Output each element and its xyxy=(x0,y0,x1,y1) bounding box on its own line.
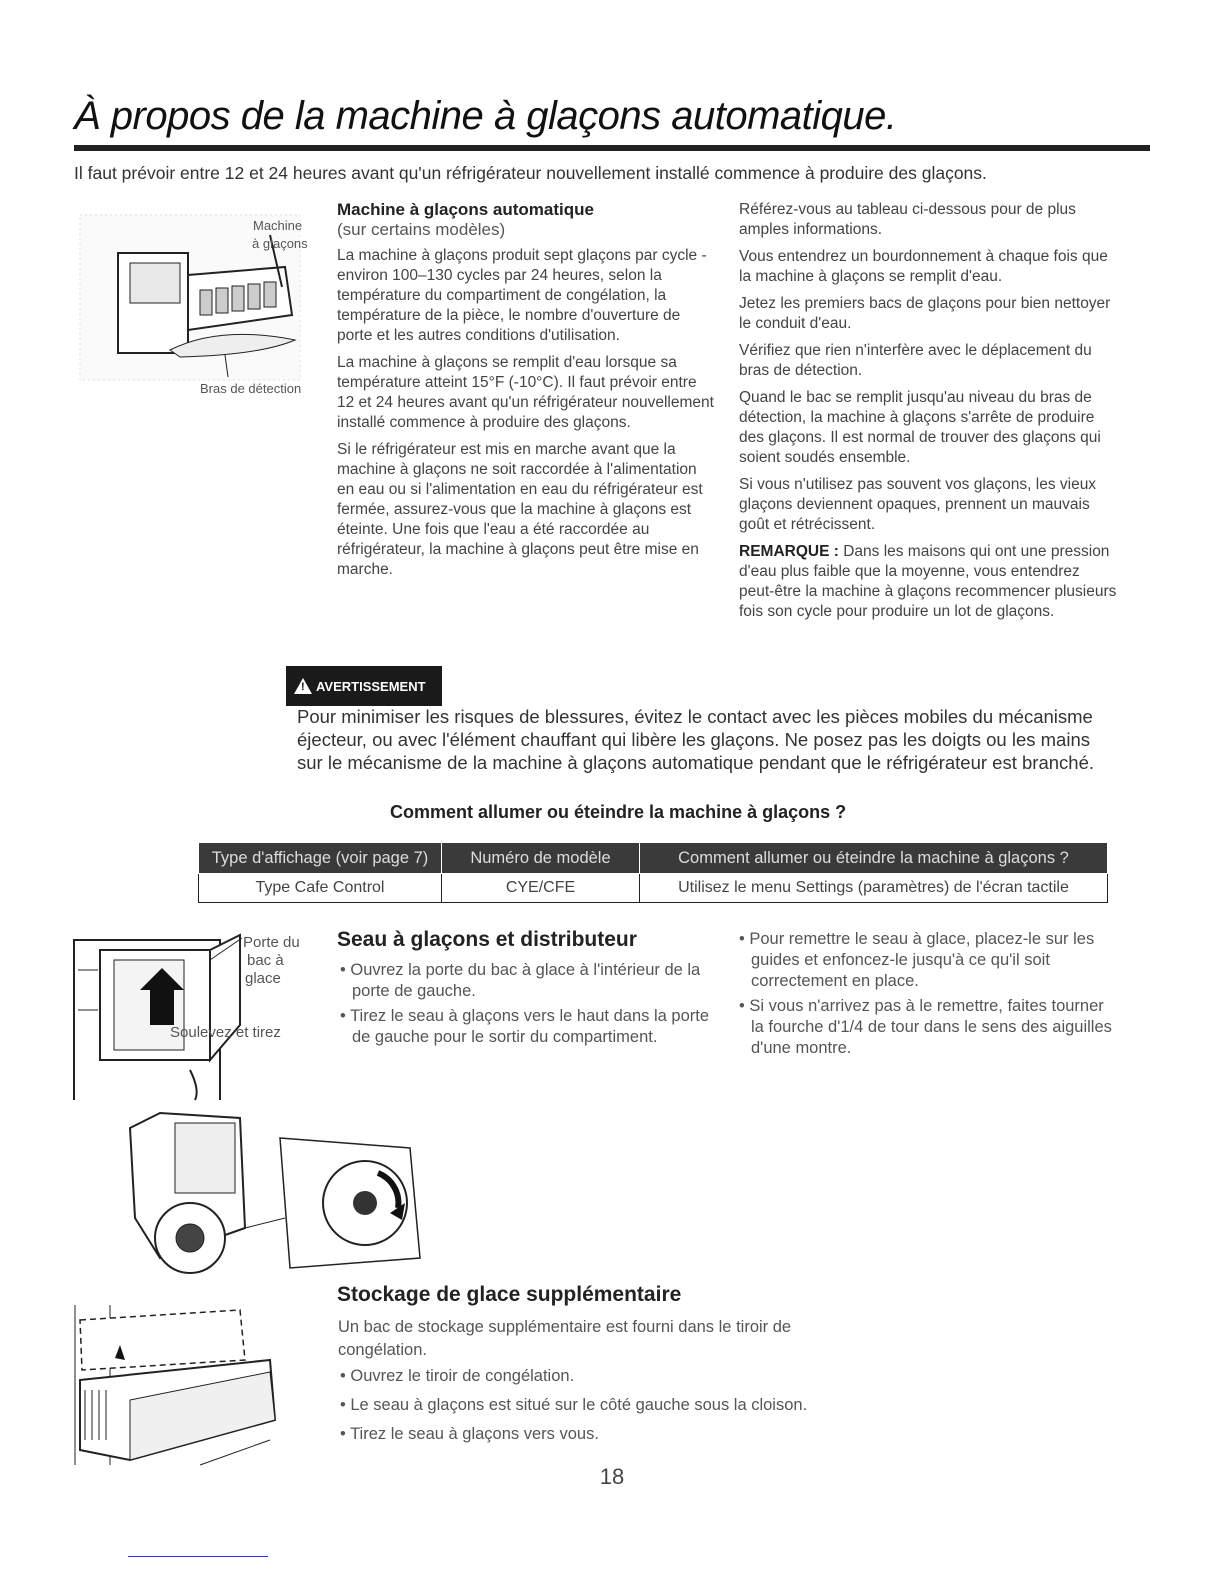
icemaker-para-2: La machine à glaçons se remplit d'eau lorsque sa température atteint 15°F (-10°C). Il faut prévoir entre 12 et 24 heures avant qu'un réfrigérateur nouvellement installé commence à produire des glaçons. xyxy=(337,354,714,431)
bucket-step-4: • Si vous n'arrivez pas à le remettre, faites tourner la fourche d'1/4 de tour dans le sens des aiguilles d'une montre. xyxy=(739,997,1112,1057)
icemaker-subheading: (sur certains modèles) xyxy=(337,220,506,239)
warning-triangle-icon: ! xyxy=(294,678,312,694)
info-para-4: Vérifiez que rien n'interfère avec le déplacement du bras de détection. xyxy=(739,342,1092,379)
footer-rule xyxy=(128,1556,268,1557)
label-porte-du: Porte du xyxy=(243,934,300,951)
info-para-3: Jetez les premiers bacs de glaçons pour bien nettoyer le conduit d'eau. xyxy=(739,295,1111,332)
label-a-glacons: à glaçons xyxy=(252,236,308,251)
auger-drawing xyxy=(120,1108,430,1283)
bucket-steps-right xyxy=(737,929,1121,1063)
table-cell: CYE/CFE xyxy=(442,874,640,903)
bucket-heading: Seau à glaçons et distributeur xyxy=(337,928,637,951)
storage-step-3: • Tirez le seau à glaçons vers vous. xyxy=(340,1425,599,1443)
storage-step-2: • Le seau à glaçons est situé sur le côté gauche sous la cloison. xyxy=(340,1396,808,1414)
page-title: À propos de la machine à glaçons automatique. xyxy=(74,94,897,138)
info-para-6: Si vous n'utilisez pas souvent vos glaçons, les vieux glaçons deviennent opaques, prennent un mauvais goût et rétrécissent. xyxy=(739,476,1097,533)
label-soulevez-tirez: Soulevez et tirez xyxy=(170,1024,281,1041)
table-title: Comment allumer ou éteindre la machine à glaçons ? xyxy=(390,802,847,822)
bucket-step-1: • Ouvrez la porte du bac à glace à l'intérieur de la porte de gauche. xyxy=(340,961,701,1000)
storage-step-1: • Ouvrez le tiroir de congélation. xyxy=(340,1367,575,1385)
freezer-drawer-drawing xyxy=(70,1300,290,1470)
label-bras-detection: Bras de détection xyxy=(200,381,302,396)
auger-illustration xyxy=(120,1108,430,1283)
warning-text: Pour minimiser les risques de blessures, évitez le contact avec les pièces mobiles du mécanisme éjecteur, ou avec l'élément chauffant qui libère les glaçons. Ne posez pas les doigts ou les mains sur le mécanisme de la machine à glaçons automatique pendant que le réfrigérateur est branché. xyxy=(297,706,1094,773)
icemaker-para-1: La machine à glaçons produit sept glaçons par cycle - environ 100–130 cycles par 24 heures, selon la température du compartiment de congélation, la température de la pièce, le nombre d'ouverture de porte et les autres conditions d'utilisation. xyxy=(337,247,707,344)
bucket-steps xyxy=(338,960,718,1052)
icemaker-info-column xyxy=(739,200,1119,629)
warning-badge-label: AVERTISSEMENT xyxy=(316,678,426,694)
page-number: 18 xyxy=(599,1464,625,1489)
info-para-1: Référez-vous au tableau ci-dessous pour de plus amples informations. xyxy=(739,201,1076,238)
table-header-cell: Comment allumer ou éteindre la machine à glaçons ? xyxy=(640,843,1108,874)
info-para-5: Quand le bac se remplit jusqu'au niveau du bras de détection, la machine à glaçons s'arrête de produire des glaçons. Il est normal de trouver des glaçons qui soient soudés ensemble. xyxy=(739,389,1101,466)
freezer-drawer-illustration xyxy=(70,1300,290,1470)
icemaker-para-3: Si le réfrigérateur est mis en marche avant que la machine à glaçons ne soit raccordée à l'alimentation en eau ou si l'alimentation en eau du réfrigérateur est fermée, assurez-vous que la machine à glaçons est éteinte. Une fois que l'eau a été raccordée au réfrigérateur, la machine à glaçons peut être mise en marche. xyxy=(337,441,703,578)
warning-badge xyxy=(286,666,442,706)
icemaker-section xyxy=(337,200,715,587)
icemaker-illustration xyxy=(70,205,320,400)
bucket-step-2: • Tirez le seau à glaçons vers le haut dans la porte de gauche pour le sortir du compartiment. xyxy=(340,1007,710,1046)
icemaker-toggle-table xyxy=(198,842,1108,903)
label-glace: glace xyxy=(245,970,281,987)
table-cell: Utilisez le menu Settings (paramètres) de l'écran tactile xyxy=(640,874,1108,903)
table-cell: Type Cafe Control xyxy=(199,874,442,903)
table-row xyxy=(199,874,1108,903)
intro-text: Il faut prévoir entre 12 et 24 heures avant qu'un réfrigérateur nouvellement installé commence à produire des glaçons. xyxy=(74,163,987,183)
info-para-2: Vous entendrez un bourdonnement à chaque fois que la machine à glaçons se remplit d'eau. xyxy=(739,248,1108,285)
storage-heading: Stockage de glace supplémentaire xyxy=(337,1283,682,1306)
note-para xyxy=(739,542,1119,622)
label-bac-a: bac à xyxy=(247,952,284,969)
note-label: REMARQUE : xyxy=(739,543,839,560)
storage-intro: Un bac de stockage supplémentaire est fourni dans le tiroir de congélation. xyxy=(338,1318,792,1359)
table-header-row xyxy=(199,843,1108,874)
label-machine: Machine xyxy=(253,218,303,233)
table-header-cell: Numéro de modèle xyxy=(442,843,640,874)
title-rule xyxy=(74,145,1150,151)
bucket-step-3: • Pour remettre le seau à glace, placez-le sur les guides et enfoncez-le jusqu'à ce qu'il soit correctement en place. xyxy=(739,930,1095,990)
icemaker-heading: Machine à glaçons automatique xyxy=(337,200,594,219)
icemaker-drawing xyxy=(70,205,320,400)
note-text: Dans les maisons qui ont une pression d'eau plus faible que la moyenne, vous entendrez peut-être la machine à glaçons recommencer plusieurs fois son cycle pour produire un lot de glaçons. xyxy=(739,543,1117,620)
storage-steps xyxy=(338,1366,898,1449)
table-header-cell: Type d'affichage (voir page 7) xyxy=(199,843,442,874)
